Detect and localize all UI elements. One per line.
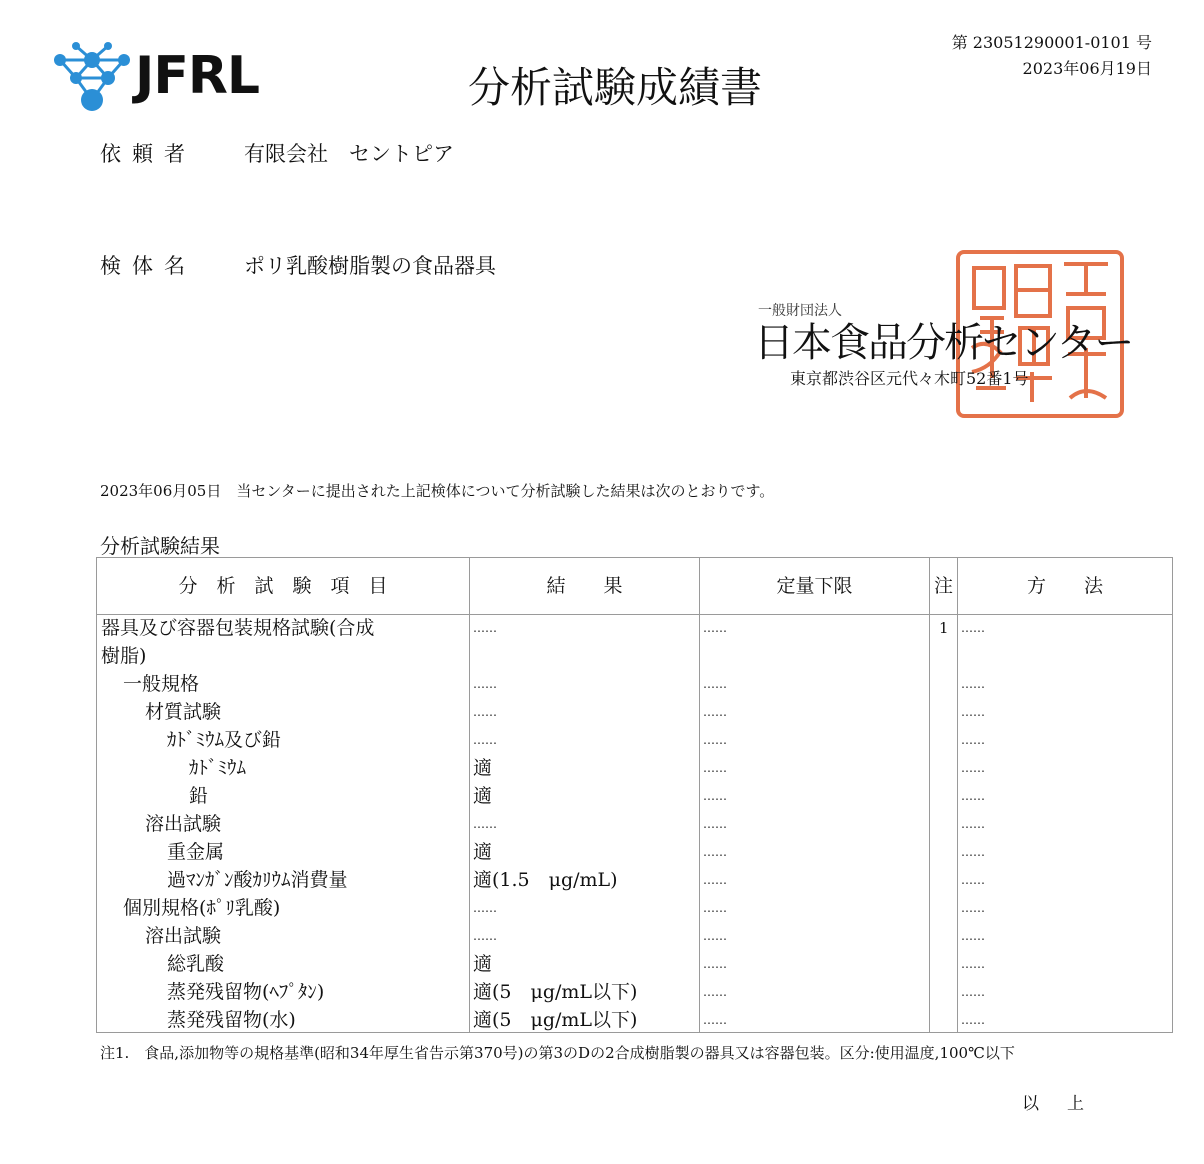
document-number: 第 23051290001-0101 号	[951, 33, 1152, 52]
row-result: ……	[473, 621, 497, 635]
document-title: 分析試験成績書	[467, 63, 762, 112]
organization-name: 日本食品分析センター	[754, 320, 1133, 366]
column-divider	[929, 558, 930, 1032]
column-divider	[469, 558, 470, 1032]
organization-type: 一般財団法人	[758, 303, 842, 319]
row-item: 一般規格	[123, 673, 200, 695]
closing-mark: 以上	[1022, 1094, 1112, 1114]
row-item: 材質試験	[145, 701, 222, 723]
row-method: ……	[961, 957, 985, 971]
row-method: ……	[961, 705, 985, 719]
row-item: 蒸発残留物(水)	[167, 1009, 296, 1031]
row-item: 溶出試験	[145, 925, 222, 947]
client-label: 依頼者	[100, 142, 196, 166]
row-item: 鉛	[189, 785, 209, 807]
row-limit: ……	[703, 873, 727, 887]
logo-wordmark: JFRL	[135, 46, 260, 106]
sample-label: 検体名	[100, 254, 196, 278]
row-limit: ……	[703, 761, 727, 775]
row-limit: ……	[703, 901, 727, 915]
row-result: 適	[473, 757, 493, 779]
row-result: 適(5 μg/mL以下)	[473, 981, 638, 1003]
row-limit: ……	[703, 733, 727, 747]
row-item: 個別規格(ﾎﾟﾘ乳酸)	[123, 897, 281, 919]
header-item: 分 析 試 験 項 目	[178, 575, 388, 597]
row-result: 適	[473, 953, 493, 975]
header-limit: 定量下限	[776, 575, 853, 597]
row-limit: ……	[703, 817, 727, 831]
row-method: ……	[961, 789, 985, 803]
row-limit: ……	[703, 789, 727, 803]
row-result: ……	[473, 817, 497, 831]
row-item: 重金属	[167, 841, 225, 863]
row-item: 樹脂)	[101, 645, 147, 667]
row-item: ｶﾄﾞﾐｳﾑ	[189, 757, 247, 779]
row-result: ……	[473, 929, 497, 943]
row-limit: ……	[703, 1013, 727, 1027]
row-result: ……	[473, 901, 497, 915]
row-method: ……	[961, 733, 985, 747]
row-method: ……	[961, 1013, 985, 1027]
row-item: ｶﾄﾞﾐｳﾑ及び鉛	[167, 729, 282, 751]
row-method: ……	[961, 845, 985, 859]
section-title: 分析試験結果	[100, 534, 220, 558]
statement-text: 2023年06月05日 当センターに提出された上記検体について分析試験した結果は次のとおりです。	[100, 482, 775, 500]
column-divider	[957, 558, 958, 1032]
results-table	[96, 557, 1173, 1033]
row-limit: ……	[703, 845, 727, 859]
issue-date: 2023年06月19日	[1022, 59, 1152, 78]
row-limit: ……	[703, 985, 727, 999]
row-method: ……	[961, 901, 985, 915]
row-item: 総乳酸	[167, 953, 225, 975]
row-method: ……	[961, 985, 985, 999]
row-limit: ……	[703, 929, 727, 943]
row-item: 過ﾏﾝｶﾞﾝ酸ｶﾘｳﾑ消費量	[167, 869, 348, 891]
row-item: 溶出試験	[145, 813, 222, 835]
row-result: 適	[473, 841, 493, 863]
row-limit: ……	[703, 957, 727, 971]
organization-address: 東京都渋谷区元代々木町52番1号	[790, 369, 1029, 388]
sample-value: ポリ乳酸樹脂製の食品器具	[244, 254, 496, 278]
row-method: ……	[961, 677, 985, 691]
row-limit: ……	[703, 677, 727, 691]
row-limit: ……	[703, 705, 727, 719]
row-method: ……	[961, 761, 985, 775]
header-result: 結 果	[546, 575, 623, 597]
header-note: 注	[933, 575, 953, 597]
row-note: 1	[939, 619, 949, 637]
row-result: ……	[473, 733, 497, 747]
row-method: ……	[961, 873, 985, 887]
row-result: 適	[473, 785, 493, 807]
row-method: ……	[961, 621, 985, 635]
client-value: 有限会社 セントピア	[244, 142, 454, 166]
row-item: 蒸発残留物(ﾍﾌﾟﾀﾝ)	[167, 981, 325, 1003]
row-limit: ……	[703, 621, 727, 635]
row-item: 器具及び容器包装規格試験(合成	[101, 617, 375, 639]
row-result: 適(1.5 μg/mL)	[473, 869, 618, 891]
column-divider	[699, 558, 700, 1032]
row-method: ……	[961, 817, 985, 831]
footnote: 注1. 食品,添加物等の規格基準(昭和34年厚生省告示第370号)の第3のDの2合成樹脂製の器具又は容器包装。区分:使用温度,100℃以下	[100, 1044, 1015, 1062]
row-result: 適(5 μg/mL以下)	[473, 1009, 638, 1031]
row-method: ……	[961, 929, 985, 943]
row-result: ……	[473, 677, 497, 691]
header-method: 方 法	[1026, 575, 1103, 597]
row-result: ……	[473, 705, 497, 719]
